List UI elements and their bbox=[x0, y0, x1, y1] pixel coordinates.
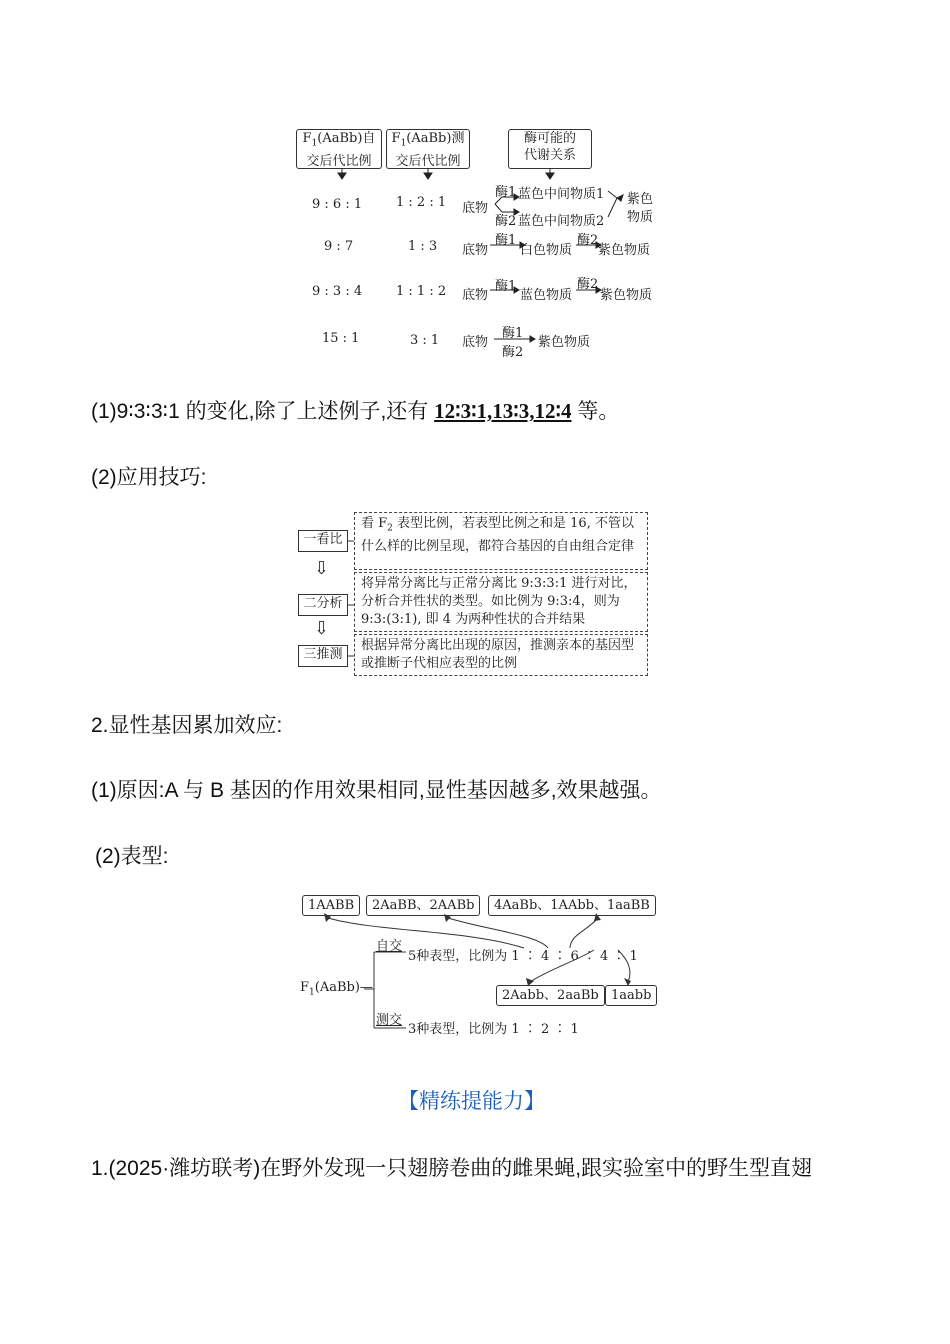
ratio-self-row4: 15 : 1 bbox=[322, 331, 360, 346]
enzyme2-row2: 酶2 bbox=[577, 233, 599, 248]
purple-row4: 紫色物质 bbox=[538, 335, 591, 350]
substrate-row1: 底物 bbox=[462, 201, 489, 216]
purple-b: 物质 bbox=[627, 210, 654, 225]
self-cross-label: 自交 bbox=[376, 939, 403, 954]
enzyme2-row3: 酶2 bbox=[577, 277, 599, 292]
analysis-steps-figure bbox=[296, 512, 654, 678]
section-heading: 【精练提能力】 bbox=[398, 1090, 545, 1113]
header-test-cross: $F_1(AaBb)$测 交后代比例 bbox=[386, 129, 470, 169]
self-cross-text: 5种表型，比例为 1 ∶ 4 ∶ 6 ∶ 4 ∶ 1 bbox=[408, 949, 638, 964]
para-additive-effect: 2.显性基因累加效应: bbox=[91, 714, 283, 737]
additive-effect-figure bbox=[298, 890, 654, 1040]
step-2-desc: 将异常分离比与正常分离比 9:3:3:1 进行对比，分析合并性状的类型。如比例为 9:3:4，则为 9:3:(3:1), 即 4 为两种性状的合并结果 bbox=[354, 572, 648, 632]
phenotype-box-3: 4AaBb、1AAbb、1aaBB bbox=[488, 895, 656, 916]
test-cross-label: 测交 bbox=[376, 1013, 403, 1028]
enzyme1-row4: 酶1 bbox=[502, 326, 524, 341]
phenotype-box-4: 2Aabb、2aaBb bbox=[496, 985, 605, 1006]
phenotype-box-1: 1AABB bbox=[302, 895, 360, 916]
white-substance: 白色物质 bbox=[520, 243, 573, 258]
step-2-box: 二分析 bbox=[298, 594, 348, 616]
header-self-cross: $F_1(AaBb)$自 交后代比例 bbox=[296, 129, 382, 169]
blue-mid1: 蓝色中间物质1 bbox=[518, 187, 605, 202]
parent-label: $F_1(AaBb)—$ bbox=[300, 980, 373, 998]
purple-row2: 紫色物质 bbox=[598, 243, 651, 258]
para-tips: (2)应用技巧: bbox=[91, 466, 207, 489]
phenotype-box-5: 1aabb bbox=[605, 985, 657, 1006]
enzyme2-row4: 酶2 bbox=[502, 345, 524, 360]
blue-mid2: 蓝色中间物质2 bbox=[518, 214, 605, 229]
ratio-test-row4: 3 : 1 bbox=[410, 333, 440, 348]
para-phenotype: (2)表型: bbox=[95, 845, 169, 868]
blue-substance: 蓝色物质 bbox=[520, 288, 573, 303]
question-1: 1.(2025·潍坊联考)在野外发现一只翅膀卷曲的雌果蝇,跟实验室中的野生型直翅 bbox=[91, 1157, 813, 1180]
ratio-test-row3: 1 : 1 : 2 bbox=[396, 284, 447, 299]
substrate-row2: 底物 bbox=[462, 243, 489, 258]
para-variation: (1)9∶3∶3∶1 的变化,除了上述例子,还有 12∶3∶1,13∶3,12∶4 等。 bbox=[91, 399, 620, 423]
ratio-self-row1: 9 : 6 : 1 bbox=[312, 197, 363, 212]
enzyme1-row2: 酶1 bbox=[495, 233, 517, 248]
para-cause: (1)原因:A 与 B 基因的作用效果相同,显性基因越多,效果越强。 bbox=[91, 779, 662, 802]
answer-ratios: 12∶3∶1,13∶3,12∶4 bbox=[434, 399, 572, 423]
step-3-desc: 根据异常分离比出现的原因，推测亲本的基因型或推断子代相应表型的比例 bbox=[354, 634, 648, 676]
substrate-row4: 底物 bbox=[462, 335, 489, 350]
phenotype-box-2: 2AaBB、2AABb bbox=[366, 895, 480, 916]
step-1-box: 一看比 bbox=[298, 530, 348, 552]
ratio-self-row3: 9 : 3 : 4 bbox=[312, 284, 363, 299]
enzyme2-row1: 酶2 bbox=[495, 214, 517, 229]
down-arrow-icon: ⇩ bbox=[314, 618, 330, 639]
header-enzyme-relation: 酶可能的 代谢关系 bbox=[508, 129, 592, 169]
enzyme1-row1: 酶1 bbox=[495, 185, 517, 200]
step-3-box: 三推测 bbox=[298, 645, 348, 667]
ratio-test-row2: 1 : 3 bbox=[408, 239, 438, 254]
enzyme1-row3: 酶1 bbox=[495, 279, 517, 294]
ratio-test-row1: 1 : 2 : 1 bbox=[396, 195, 447, 210]
purple-a: 紫色 bbox=[627, 192, 654, 207]
test-cross-text: 3种表型，比例为 1 ∶ 2 ∶ 1 bbox=[408, 1022, 579, 1037]
step-1-desc: 看 $F_2$ 表型比例，若表型比例之和是 16, 不管以什么样的比例呈现，都符合基因的自由组合定律 bbox=[354, 512, 648, 570]
purple-row3: 紫色物质 bbox=[600, 288, 653, 303]
ratio-self-row2: 9 : 7 bbox=[324, 239, 354, 254]
down-arrow-icon: ⇩ bbox=[314, 558, 330, 579]
enzyme-ratio-figure bbox=[290, 125, 670, 365]
substrate-row3: 底物 bbox=[462, 288, 489, 303]
